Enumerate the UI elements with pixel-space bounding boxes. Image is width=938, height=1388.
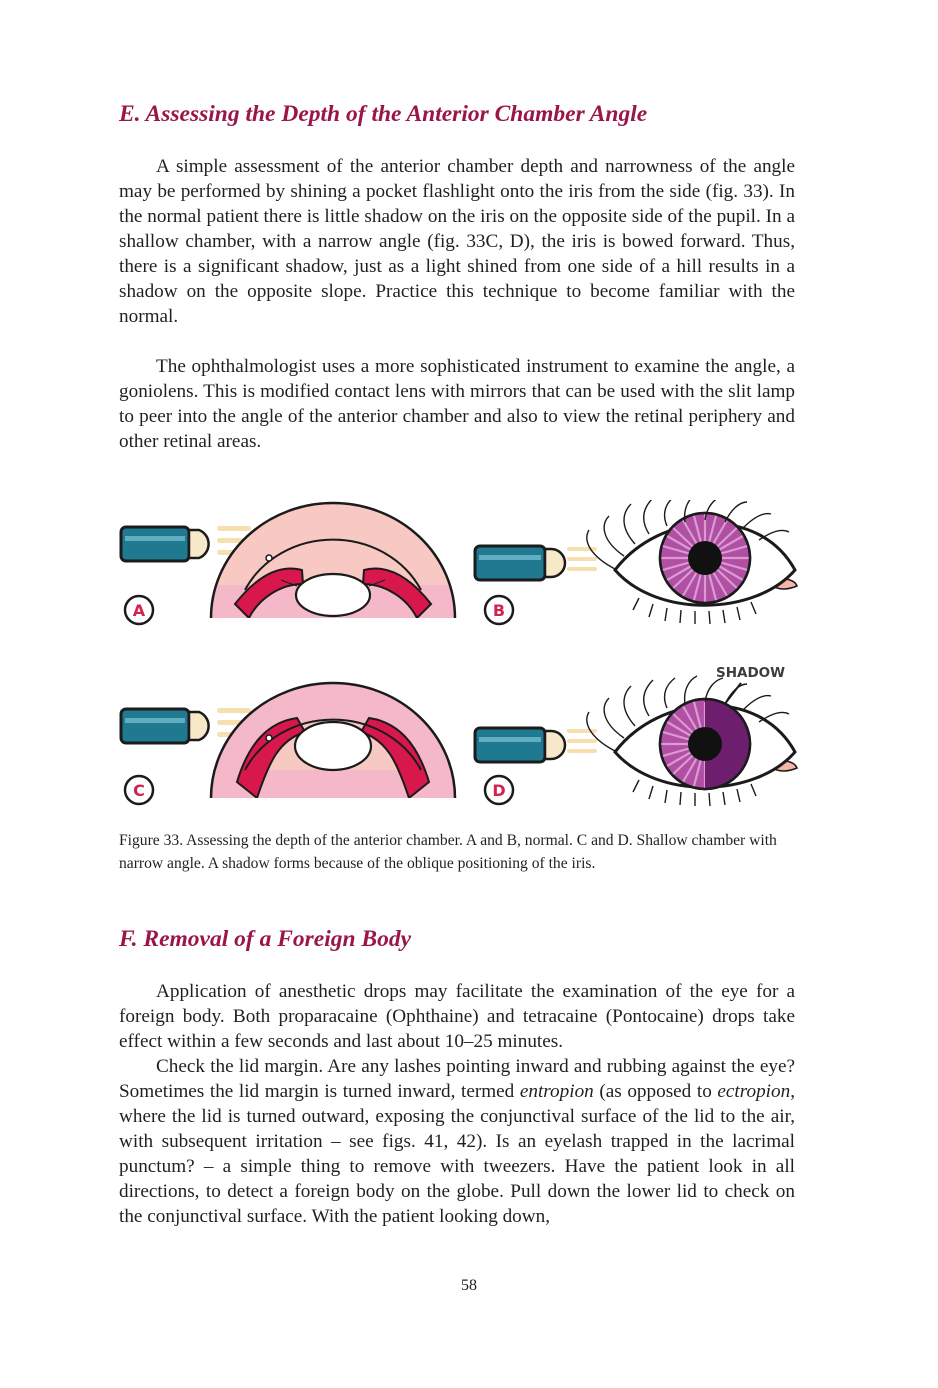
panel-c-cross-section [121,683,455,804]
panel-d-eye-front [475,676,797,806]
figure-caption: Figure 33. Assessing the depth of the anterior chamber. A and B, normal. C and D. Shallow chamber with narrow angle. A shadow forms because of the oblique positioning of the iris. [119,832,777,872]
paragraph-2-text-c: , where the lid is turned outward, exposing the conjunctival surface of the lid to the air, with subsequent irritation – see figs. 41, 42). Is an eyelash trapped in the lacrimal punctum? – a simple thing to remove with tweezers. Have the patient look in all directions, to detect a foreign body on the globe. Pull down the lower lid to check on the conjunctival surface. With the patient looking down, [119,1081,795,1227]
section-f-paragraph-2 [119,1054,795,1229]
section-f-heading: F. Removal of a Foreign Body [119,926,412,952]
section-e-paragraph-1: A simple assessment of the anterior chamber depth and narrowness of the angle may be performed by shining a pocket flashlight onto the iris from the side (fig. 33). In the normal patient there is little shadow on the iris on the opposite side of the pupil. In a shallow chamber, with a narrow angle (fig. 33C, D), the iris is bowed forward. Thus, there is a significant shadow, just as a light shined from one side of a hill results in a shadow on the opposite slope. Practice this technique to become familiar with the normal. [119,156,795,327]
panel-a-cross-section [121,503,455,625]
panel-label-c: C [133,781,145,800]
panel-label-b: B [492,601,506,620]
panel-label-a: A [132,601,146,620]
figure-33 [119,500,809,820]
panel-b-eye-front [475,500,797,624]
section-e-paragraph-2: The ophthalmologist uses a more sophisticated instrument to examine the angle, a goniolens. This is modified contact lens with mirrors that can be used with the slit lamp to peer into the angle of the anterior chamber and also to view the retinal periphery and other retinal areas. [119,356,795,452]
paragraph-2-text-a: Check the lid margin. Are any lashes pointing inward and rubbing against the eye? Sometimes the lid margin is turned inward, termed [119,1056,795,1102]
figure-33-illustration [119,500,809,820]
shadow-label: SHADOW [716,665,786,681]
section-f-paragraph-1: Application of anesthetic drops may facilitate the examination of the eye for a foreign body. Both proparacaine (Ophthaine) and tetracaine (Pontocaine) drops take effect within a few seconds and last about 10–25 minutes. [119,981,795,1052]
term-ectropion: ectropion [717,1081,791,1102]
page-number: 58 [461,1277,477,1294]
term-entropion: entropion [519,1081,594,1102]
section-e-heading: E. Assessing the Depth of the Anterior Chamber Angle [119,101,648,127]
panel-label-d: D [492,781,506,800]
paragraph-2-text-b: (as opposed to [593,1081,718,1102]
